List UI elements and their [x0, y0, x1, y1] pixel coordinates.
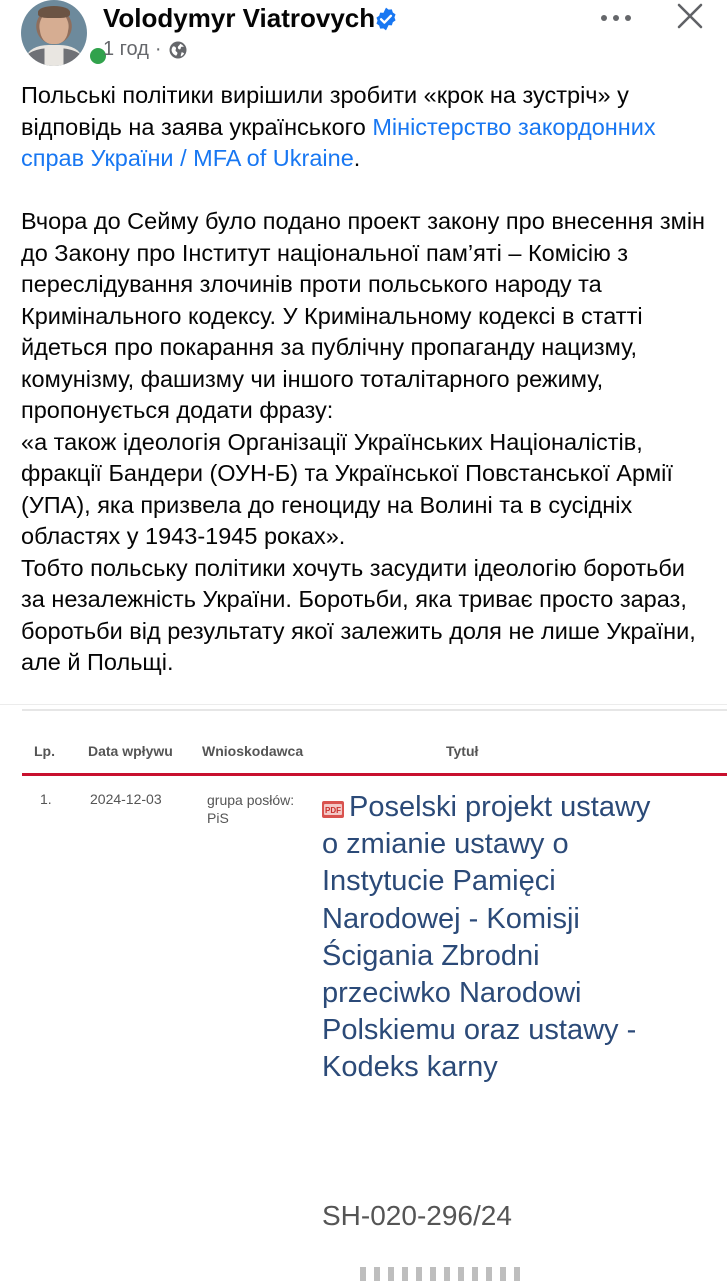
- post-attached-image[interactable]: [0, 704, 727, 1281]
- svg-text:PDF: PDF: [325, 806, 341, 815]
- row-lp: 1.: [40, 791, 52, 807]
- more-icon[interactable]: [596, 6, 636, 30]
- post-paragraph: Вчора до Сейму було подано проект закону про внесення змін до Закону про Інститут національної пам’яті – Комісію з переслідування злочинів проти польського народу та Кримінального кодексу. У Кримінальному кодексі в статті йдеться про покарання за публічну пропаганду нацизму, комунізму, фашизму чи іншого тоталітарного режиму, пропонується додати фразу:: [21, 208, 706, 423]
- bill-code: SH-020-296/24: [322, 1200, 512, 1231]
- divider: [22, 709, 727, 711]
- post-paragraph-quote: «а також ідеологія Організації Українських Націоналістів, фракції Бандери (ОУН-Б) та Української Повстанської Армії (УПА), яка призвела до геноциду на Волині та в сусідніх областях у 1943-1945 роках».: [21, 428, 673, 549]
- avatar-photo: [21, 0, 87, 66]
- column-header-lp: Lp.: [34, 743, 55, 759]
- author-name[interactable]: Volodymyr Viatrovych: [103, 3, 376, 33]
- post-time[interactable]: 1 год: [103, 38, 149, 60]
- row-date: 2024-12-03: [90, 791, 162, 807]
- meta-separator: ·: [154, 38, 162, 60]
- bill-title-link[interactable]: Poselski projekt ustawy o zmianie ustawy o Instytucie Pamięci Narodowej - Komisji Ścigania Zbrodni przeciwko Narodowi Polskiemu oraz ustawy - Kodeks karny: [322, 791, 651, 1084]
- row-applicant: grupa posłów: PiS: [207, 792, 295, 826]
- post-paragraph: [21, 80, 711, 175]
- author-avatar[interactable]: [21, 0, 89, 68]
- post-text-intro: Польські політики вирішили зробити «крок на зустріч» у відповідь на заява українського: [21, 82, 629, 140]
- column-header-date: Data wpływu: [88, 743, 173, 759]
- next-row-partial: [360, 1267, 520, 1281]
- close-icon[interactable]: [674, 0, 706, 32]
- table-header-rule: [22, 773, 727, 776]
- globe-icon: [168, 40, 188, 60]
- verified-badge-icon: [373, 6, 399, 32]
- column-header-applicant: Wnioskodawca: [202, 743, 304, 759]
- column-header-title: Tytuł: [446, 743, 479, 759]
- post-meta: [103, 38, 188, 61]
- page-mention-link[interactable]: Міністерство закордонних справ України / MFA of Ukraine: [21, 113, 656, 171]
- post-body: [21, 80, 711, 679]
- post-paragraph: Тобто польську політики хочуть засудити ідеологію боротьби за незалежність України. Боротьби, яка триває просто зараз, боротьби від результату якої залежить доля не лише України, але й Польщі.: [21, 554, 696, 675]
- post-header: [0, 0, 727, 75]
- post-text-period: .: [353, 145, 361, 171]
